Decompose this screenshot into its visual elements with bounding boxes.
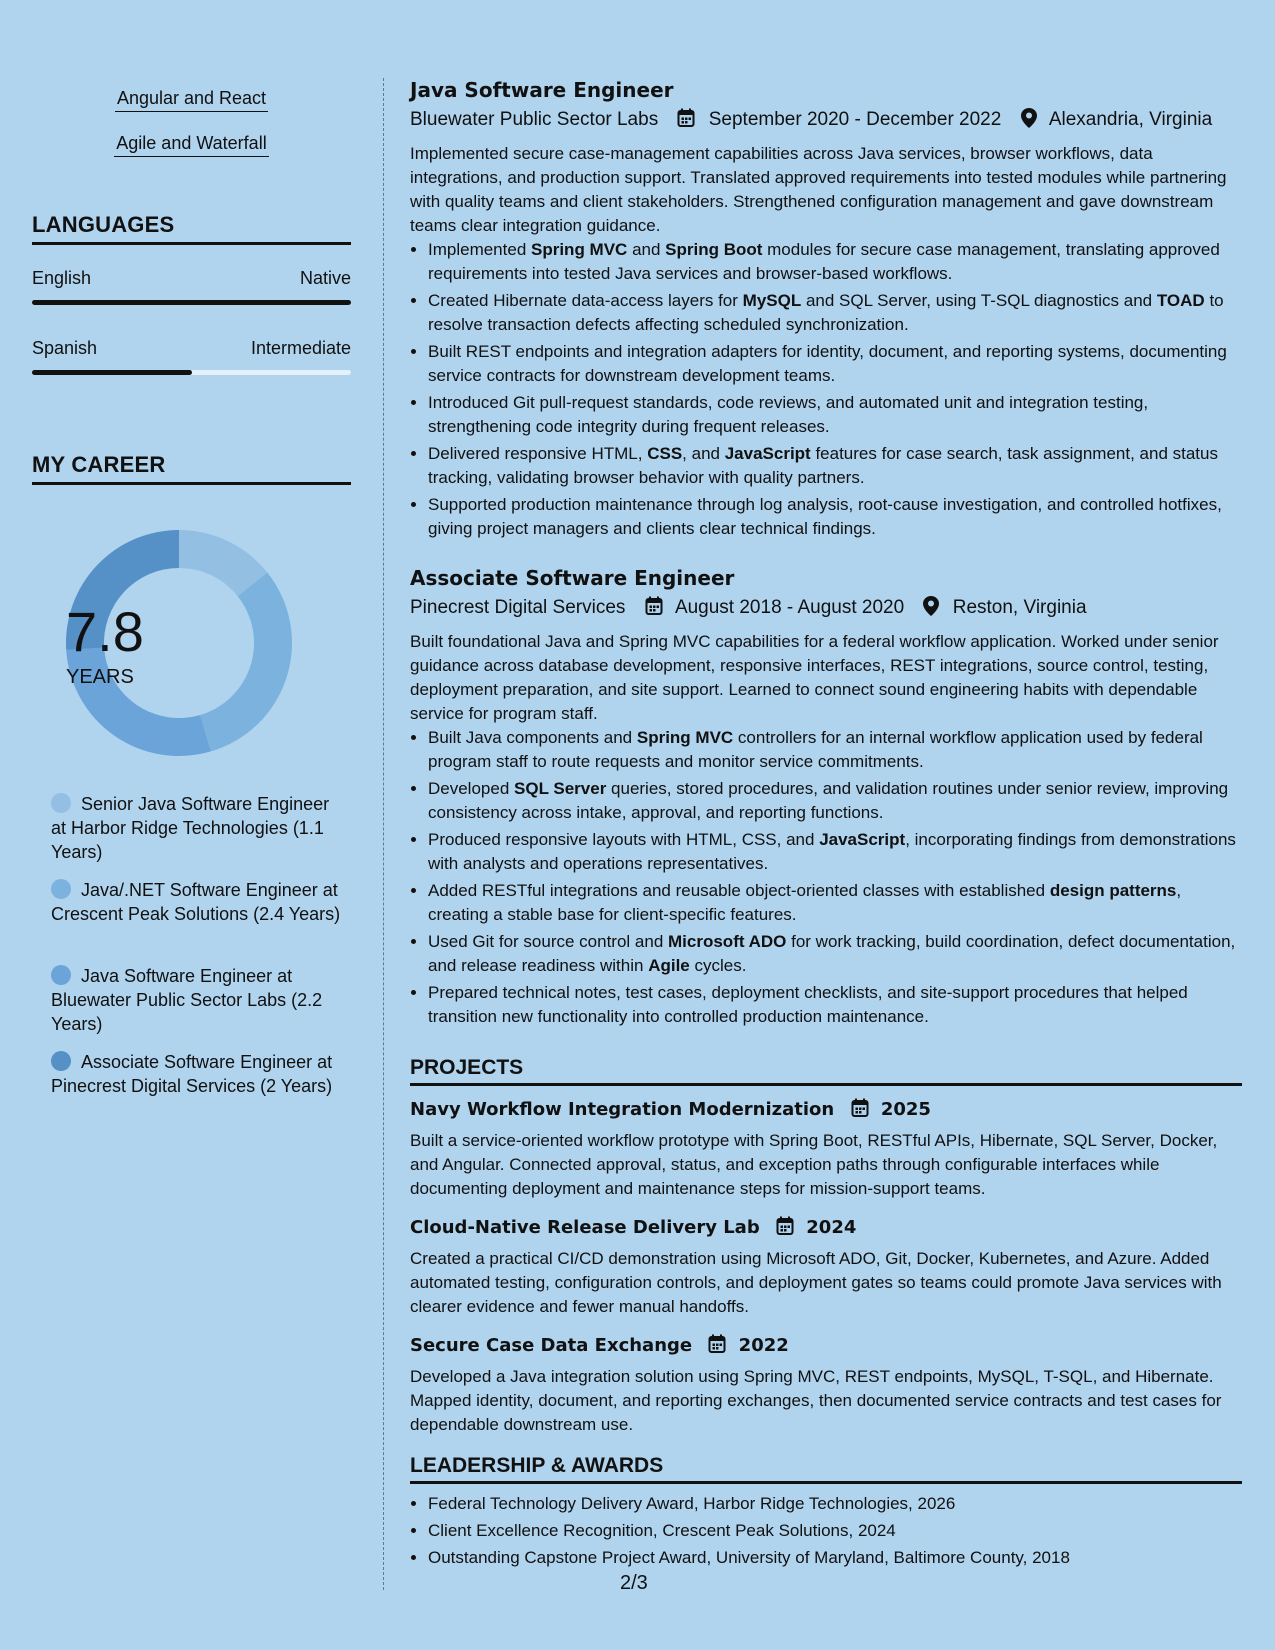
- awards-heading: LEADERSHIP & AWARDS: [410, 1454, 1242, 1484]
- donut-slice: [66, 648, 211, 756]
- project-title-row: [410, 1216, 1242, 1241]
- job-company: Bluewater Public Sector Labs: [410, 109, 659, 130]
- project-title-row: [410, 1334, 1242, 1359]
- language-level: Native: [299, 268, 351, 288]
- project-entry: [410, 1216, 1242, 1319]
- awards-list: [410, 1492, 1242, 1570]
- job-title: Java Software Engineer: [410, 78, 674, 102]
- calendar-icon: [776, 1216, 794, 1241]
- legend-dot-icon: [51, 1051, 71, 1071]
- awards-section: [410, 1454, 1242, 1573]
- calendar-icon: [645, 596, 663, 622]
- career-legend-item: [51, 964, 341, 1036]
- legend-label: Associate Software Engineer at Pinecrest Digital Services (2 Years): [51, 1052, 333, 1096]
- project-year: 2022: [738, 1335, 789, 1356]
- legend-dot-icon: [51, 879, 71, 899]
- job-bullet: • Built Java components and Spring MVC controllers for an internal workflow application used by federal program staff to route requests and monitor service commitments.: [428, 726, 1242, 774]
- job-summary: Built foundational Java and Spring MVC capabilities for a federal workflow application. Worked under senior guidance across database development, responsive interfaces, REST integrations, source control, testing, deployment preparation, and site support. Learned to connect sound engineering habits with dependable service for program staff.: [410, 632, 1219, 723]
- job-bullet: • Supported production maintenance through log analysis, root-cause investigation, and controlled hotfixes, giving project managers and clients clear technical findings.: [428, 493, 1242, 541]
- calendar-icon: [677, 108, 695, 134]
- language-bar: [32, 370, 351, 375]
- career-donut-chart: [66, 530, 292, 756]
- job-summary: Implemented secure case-management capabilities across Java services, browser workflows, data integrations, and production support. Translated approved requirements into tested modules while partnering with quality teams and client stakeholders. Strengthened configuration management and gave downstream teams clear integration guidance.: [410, 144, 1227, 235]
- skill-tag: Angular and React: [32, 88, 351, 109]
- job-bullet: • Introduced Git pull-request standards, code reviews, and automated unit and integration testing, strengthening code integrity during frequent releases.: [428, 391, 1242, 439]
- job-bullets: [410, 238, 1242, 541]
- career-heading: MY CAREER: [32, 452, 351, 485]
- language-bar: [32, 300, 351, 305]
- project-year: 2024: [806, 1217, 857, 1238]
- project-desc: Built a service-oriented workflow prototype with Spring Boot, RESTful APIs, Hibernate, SQL Server, Docker, and Angular. Connected approval, status, and exception paths through configurable interfaces while documenting deployment and maintenance steps for mission-support teams.: [410, 1131, 1218, 1198]
- career-legend-item: [51, 792, 341, 864]
- legend-label: Java Software Engineer at Bluewater Public Sector Labs (2.2 Years): [51, 966, 323, 1034]
- job-bullet: • Built REST endpoints and integration adapters for identity, document, and reporting systems, documenting service contracts for downstream development teams.: [428, 340, 1242, 388]
- job-bullets: [410, 726, 1242, 1029]
- project-desc: Developed a Java integration solution using Spring MVC, REST endpoints, MySQL, T-SQL, and Hibernate. Mapped identity, document, and reporting exchanges, then documented service contracts and test cases for dependable downstream use.: [410, 1367, 1222, 1434]
- language-bar-fill: [32, 370, 192, 375]
- job-bullet: • Implemented Spring MVC and Spring Boot modules for secure case management, translating approved requirements into tested Java services and browser-based workflows.: [428, 238, 1242, 286]
- project-title: Secure Case Data Exchange: [410, 1335, 693, 1356]
- legend-dot-icon: [51, 793, 71, 813]
- legend-label: Java/.NET Software Engineer at Crescent Peak Solutions (2.4 Years): [51, 880, 341, 924]
- legend-label: Senior Java Software Engineer at Harbor Ridge Technologies (1.1 Years): [51, 794, 330, 862]
- project-year: 2025: [880, 1099, 931, 1120]
- job-bullet: • Used Git for source control and Microsoft ADO for work tracking, build coordination, defect documentation, and release readiness within Agile cycles.: [428, 930, 1242, 978]
- job-meta: [410, 108, 1242, 134]
- job-meta: [410, 596, 1242, 622]
- project-title: Navy Workflow Integration Modernization: [410, 1099, 835, 1120]
- total-years-value: 7.8: [66, 600, 144, 663]
- map-pin-icon: [923, 596, 939, 622]
- page-number: 2/3: [620, 1572, 648, 1594]
- award-item: • Client Excellence Recognition, Crescent Peak Solutions, 2024: [428, 1519, 1242, 1543]
- project-entry: [410, 1098, 1242, 1201]
- total-years-unit: YEARS: [66, 666, 134, 688]
- job-bullet: • Delivered responsive HTML, CSS, and JavaScript features for case search, task assignment, and status tracking, validating browser behavior with quality partners.: [428, 442, 1242, 490]
- language-bar-fill: [32, 300, 351, 305]
- job-location: Reston, Virginia: [952, 597, 1087, 618]
- calendar-icon: [708, 1334, 726, 1359]
- award-item: • Federal Technology Delivery Award, Harbor Ridge Technologies, 2026: [428, 1492, 1242, 1516]
- projects-section: [410, 1056, 1242, 1086]
- award-item: • Outstanding Capstone Project Award, University of Maryland, Baltimore County, 2018: [428, 1546, 1242, 1570]
- project-desc: Created a practical CI/CD demonstration using Microsoft ADO, Git, Docker, Kubernetes, and Azure. Added automated testing, configuration controls, and deployment gates so teams could promote Java services with clearer evidence and fewer manual handoffs.: [410, 1249, 1222, 1316]
- language-name: English: [32, 268, 92, 288]
- career-legend-item: [51, 878, 341, 926]
- job-location: Alexandria, Virginia: [1048, 109, 1213, 130]
- career-legend-item: [51, 1050, 341, 1098]
- calendar-icon: [851, 1098, 869, 1123]
- map-pin-icon: [1021, 108, 1037, 134]
- job-dates: August 2018 - August 2020: [674, 597, 905, 618]
- job-bullet: • Prepared technical notes, test cases, deployment checklists, and site-support procedures that helped transition new functionality into controlled production maintenance.: [428, 981, 1242, 1029]
- skill-tag: Agile and Waterfall: [32, 133, 351, 154]
- project-title-row: [410, 1098, 1242, 1123]
- job-bullet: • Added RESTful integrations and reusable object-oriented classes with established design patterns, creating a stable base for client-specific features.: [428, 879, 1242, 927]
- job-bullet: • Produced responsive layouts with HTML, CSS, and JavaScript, incorporating findings from demonstrations with analysts and operations representatives.: [428, 828, 1242, 876]
- job-entry: [410, 78, 1242, 544]
- job-dates: September 2020 - December 2022: [708, 109, 1002, 130]
- job-title: Associate Software Engineer: [410, 566, 735, 590]
- languages-heading: LANGUAGES: [32, 212, 351, 245]
- projects-heading: PROJECTS: [410, 1056, 1242, 1086]
- project-entry: [410, 1334, 1242, 1437]
- job-bullet: • Developed SQL Server queries, stored procedures, and validation routines under senior review, improving consistency across intake, approval, and reporting functions.: [428, 777, 1242, 825]
- job-company: Pinecrest Digital Services: [410, 597, 626, 618]
- language-level: Intermediate: [250, 338, 351, 358]
- column-divider: [383, 78, 384, 1590]
- language-name: Spanish: [32, 338, 98, 358]
- job-bullet: • Created Hibernate data-access layers for MySQL and SQL Server, using T-SQL diagnostics and TOAD to resolve transaction defects affecting scheduled synchronization.: [428, 289, 1242, 337]
- project-title: Cloud-Native Release Delivery Lab: [410, 1217, 760, 1238]
- legend-dot-icon: [51, 965, 71, 985]
- job-entry: [410, 566, 1242, 1032]
